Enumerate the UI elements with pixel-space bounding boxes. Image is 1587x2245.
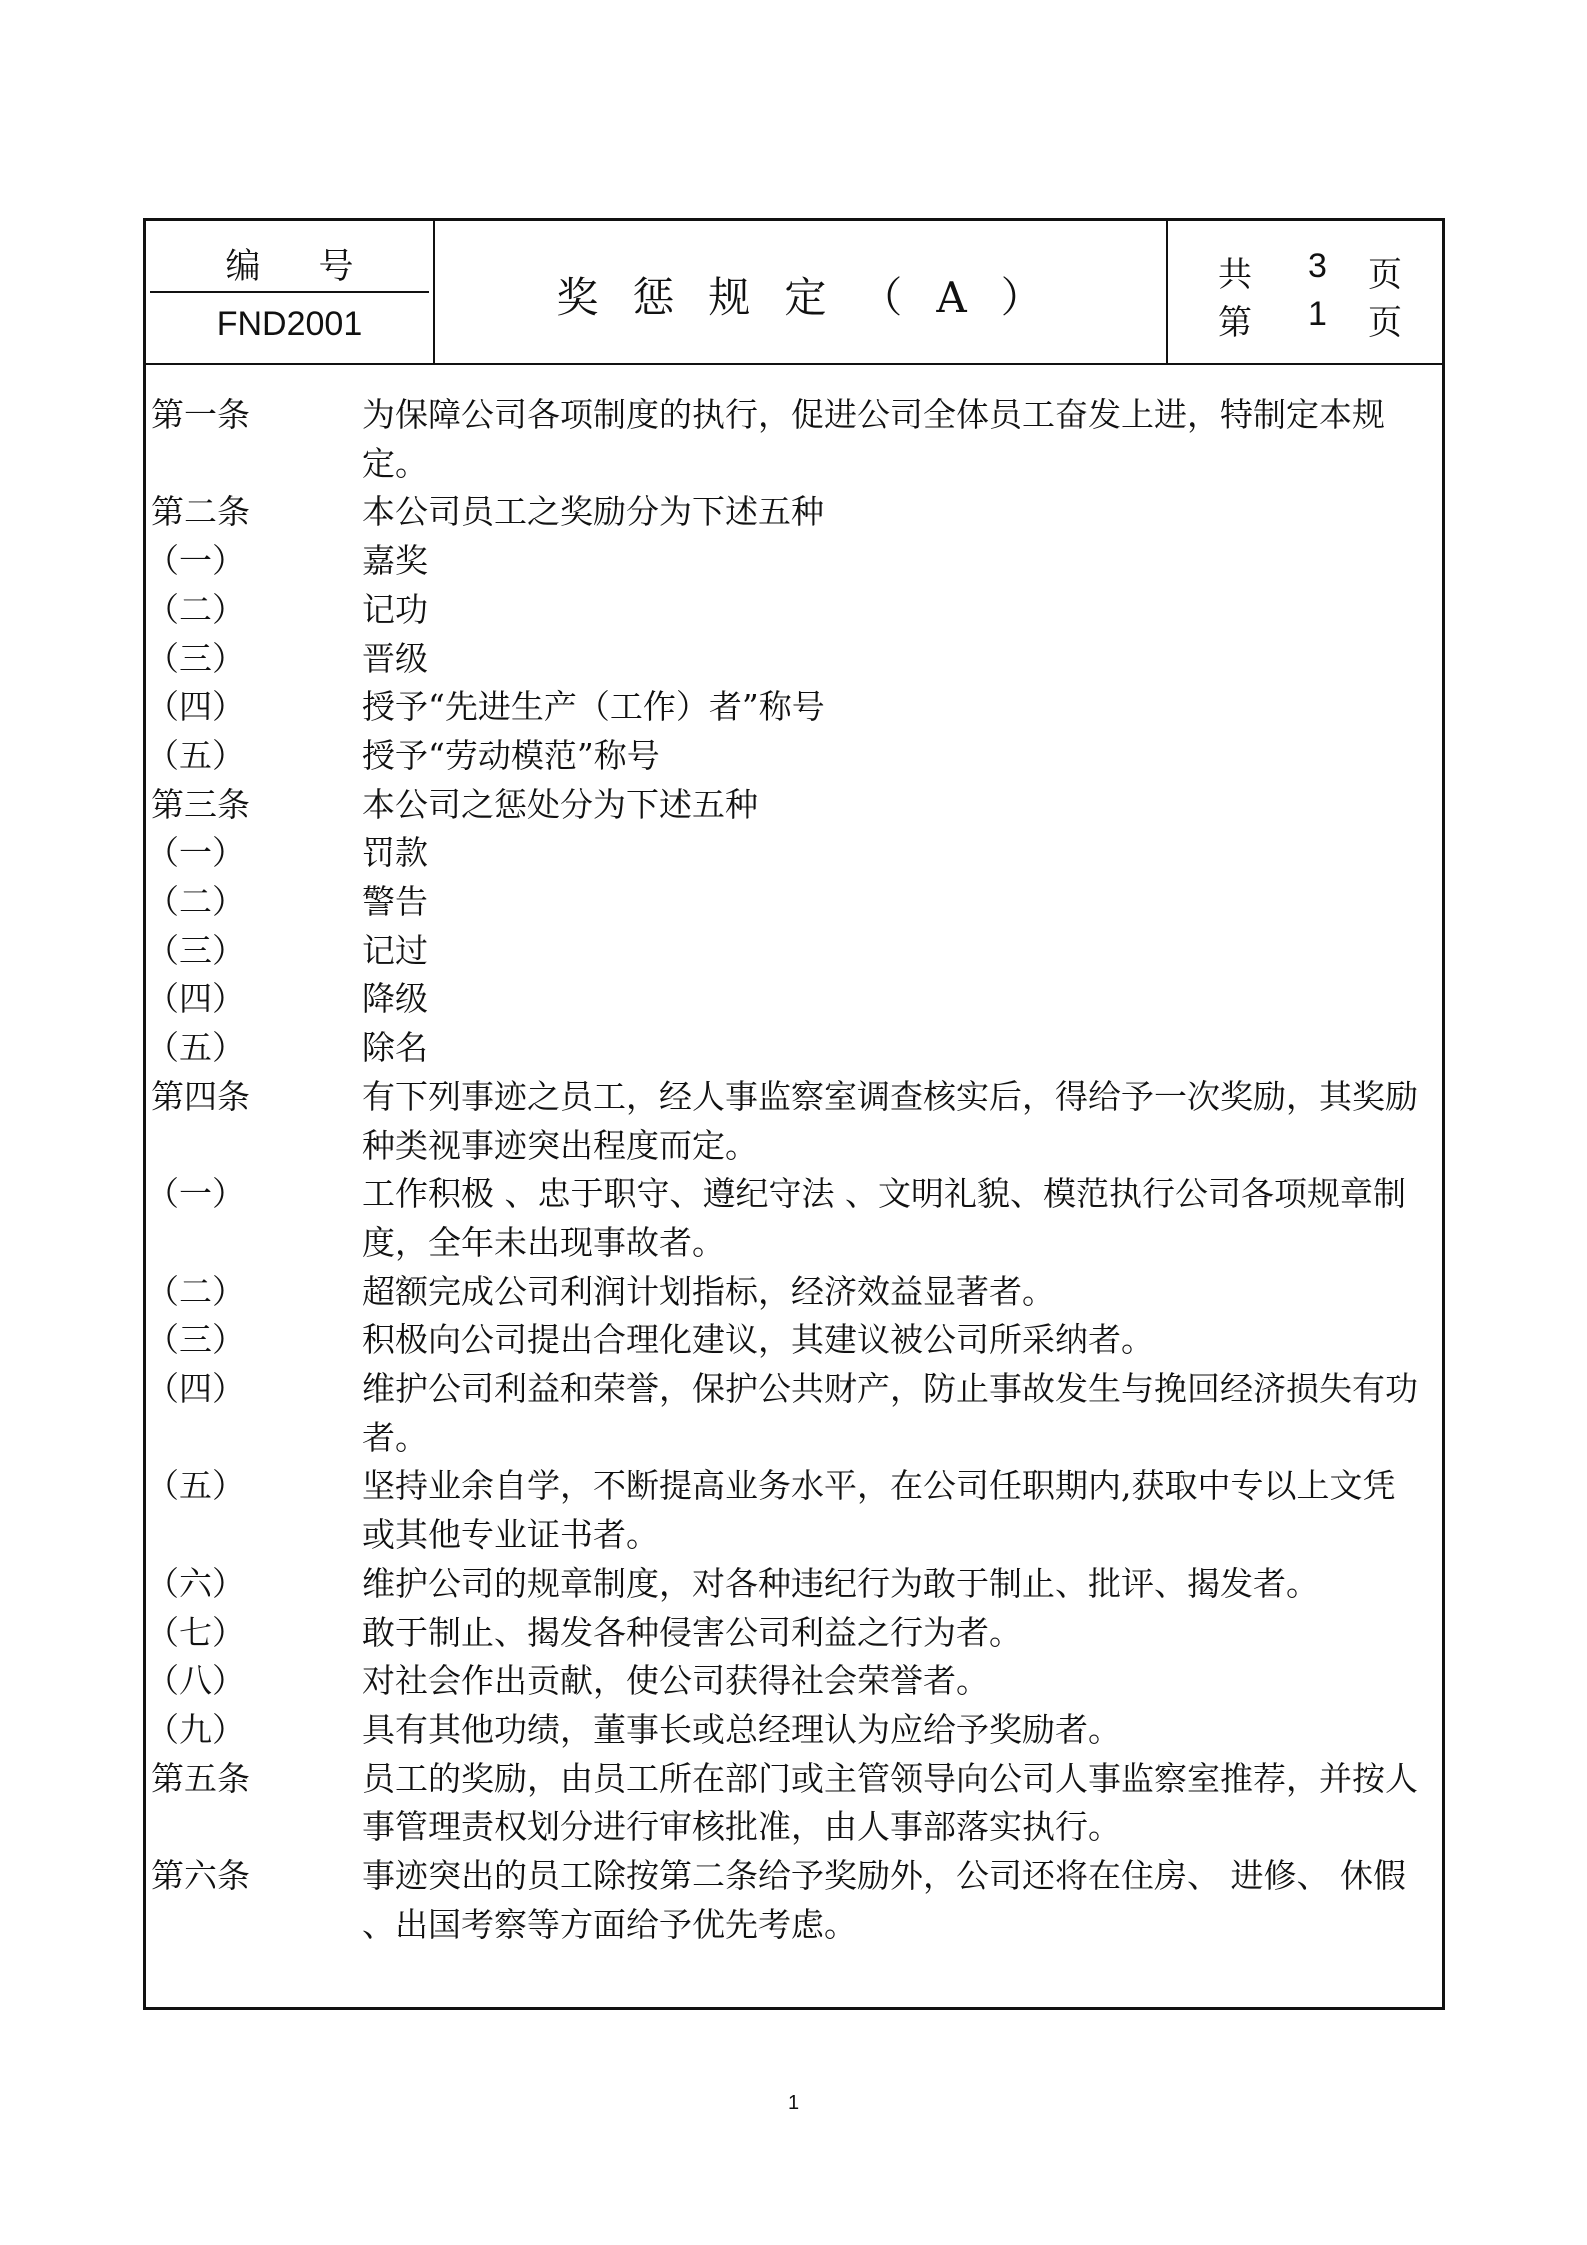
article-label: 第二条 (151, 492, 250, 532)
article-row (146, 537, 1442, 586)
article-label: 第五条 (151, 1758, 250, 1798)
article-label: （八） (146, 1661, 245, 1701)
article-label: （五） (146, 735, 245, 775)
article-row (146, 829, 1442, 878)
article-label: （四） (146, 1369, 245, 1409)
article-text: 授予“先进生产（工作）者”称号 (362, 687, 825, 727)
article-text: 本公司员工之奖励分为下述五种 (362, 492, 824, 532)
article-row (146, 1024, 1442, 1073)
article-row (146, 586, 1442, 635)
code-divider (150, 291, 429, 293)
article-row (146, 1073, 1442, 1170)
article-row (146, 683, 1442, 732)
article-row (146, 1609, 1442, 1658)
current-label: 第 (1218, 303, 1252, 343)
code-label: 编号 (225, 247, 412, 287)
article-row (146, 781, 1442, 830)
article-label: 第四条 (151, 1076, 250, 1116)
article-label: （四） (146, 687, 245, 727)
current-page-unit: 页 (1368, 303, 1402, 343)
article-row (146, 1170, 1442, 1267)
article-text: 积极向公司提出合理化建议，其建议被公司所采纳者。 (362, 1320, 1154, 1360)
current-page: 1 (1308, 295, 1327, 333)
article-label: （一） (146, 541, 245, 581)
article-label: （九） (146, 1709, 245, 1749)
title-cell (433, 221, 1168, 363)
article-text: 记过 (362, 930, 428, 970)
article-row (146, 878, 1442, 927)
article-row (146, 488, 1442, 537)
article-text: 警告 (362, 882, 428, 922)
current-page-row (1168, 295, 1442, 343)
article-label: （三） (146, 1320, 245, 1360)
article-text: 员工的奖励，由员工所在部门或主管领导向公司人事监察室推荐，并按人事管理责权划分进行审核批准，由人事部落实执行。 (362, 1758, 1418, 1847)
document-header (146, 221, 1442, 365)
article-text: 为保障公司各项制度的执行，促进公司全体员工奋发上进，特制定本规定。 (362, 395, 1385, 483)
article-text: 维护公司利益和荣誉，保护公共财产，防止事故发生与挽回经济损失有功者。 (362, 1369, 1418, 1457)
article-text: 坚持业余自学，不断提高业务水平，在公司任职期内,获取中专以上文凭或其他专业证书者。 (362, 1466, 1396, 1555)
article-label: （七） (146, 1612, 245, 1652)
article-text: 有下列事迹之员工，经人事监察室调查核实后，得给予一次奖励，其奖励种类视事迹突出程度而定。 (362, 1076, 1418, 1165)
code-cell (146, 221, 435, 363)
article-text: 嘉奖 (362, 541, 428, 581)
article-label: （二） (146, 1271, 245, 1311)
article-text: 除名 (362, 1028, 428, 1068)
article-text: 记功 (362, 589, 428, 629)
article-row (146, 1316, 1442, 1365)
article-label: （四） (146, 979, 245, 1019)
total-pages: 3 (1308, 247, 1327, 285)
article-label: （一） (146, 1174, 245, 1214)
article-text: 对社会作出贡献，使公司获得社会荣誉者。 (362, 1661, 989, 1701)
article-row (146, 635, 1442, 684)
article-label: （五） (146, 1028, 245, 1068)
document-frame (143, 218, 1445, 2010)
article-text: 本公司之惩处分为下述五种 (362, 784, 758, 824)
article-row (146, 1706, 1442, 1755)
article-text: 授予“劳动模范”称号 (362, 735, 660, 775)
article-row (146, 1365, 1442, 1462)
article-label: （五） (146, 1466, 245, 1506)
article-row (146, 732, 1442, 781)
article-text: 工作积极 、忠于职守、遵纪守法 、文明礼貌、模范执行公司各项规章制度，全年未出现事故者。 (362, 1174, 1406, 1262)
article-text: 事迹突出的员工除按第二条给予奖励外，公司还将在住房、 进修、 休假 、出国考察等方面给予优先考虑。 (362, 1856, 1406, 1944)
article-label: 第一条 (151, 395, 250, 434)
document-title: 奖惩规定（A） (556, 273, 1077, 322)
article-text: 敢于制止、揭发各种侵害公司利益之行为者。 (362, 1612, 1022, 1652)
article-row (146, 1657, 1442, 1706)
article-label: （六） (146, 1563, 245, 1603)
article-list (146, 391, 1442, 1950)
total-pages-row (1168, 247, 1442, 295)
article-row (146, 1755, 1442, 1852)
article-row (146, 1852, 1442, 1949)
article-label: 第三条 (151, 784, 250, 824)
article-row (146, 391, 1442, 488)
article-label: （三） (146, 930, 245, 970)
article-text: 具有其他功绩，董事长或总经理认为应给予奖励者。 (362, 1709, 1121, 1749)
article-row (146, 1462, 1442, 1559)
article-text: 降级 (362, 979, 428, 1019)
article-row (146, 975, 1442, 1024)
article-text: 晋级 (362, 638, 428, 678)
article-label: （二） (146, 589, 245, 629)
total-page-unit: 页 (1368, 255, 1402, 295)
total-label: 共 (1218, 255, 1252, 295)
pages-cell (1168, 221, 1442, 363)
article-text: 超额完成公司利润计划指标，经济效益显著者。 (362, 1271, 1055, 1311)
article-text: 维护公司的规章制度，对各种违纪行为敢于制止、批评、揭发者。 (362, 1563, 1319, 1603)
article-row (146, 927, 1442, 976)
article-label: （一） (146, 833, 245, 873)
code-value: FND2001 (216, 305, 363, 343)
article-label: （三） (146, 638, 245, 678)
article-label: 第六条 (151, 1856, 250, 1896)
article-label: （二） (146, 882, 245, 922)
page-number: 1 (787, 2092, 800, 2114)
article-row (146, 1268, 1442, 1317)
article-row (146, 1560, 1442, 1609)
article-text: 罚款 (362, 833, 428, 873)
